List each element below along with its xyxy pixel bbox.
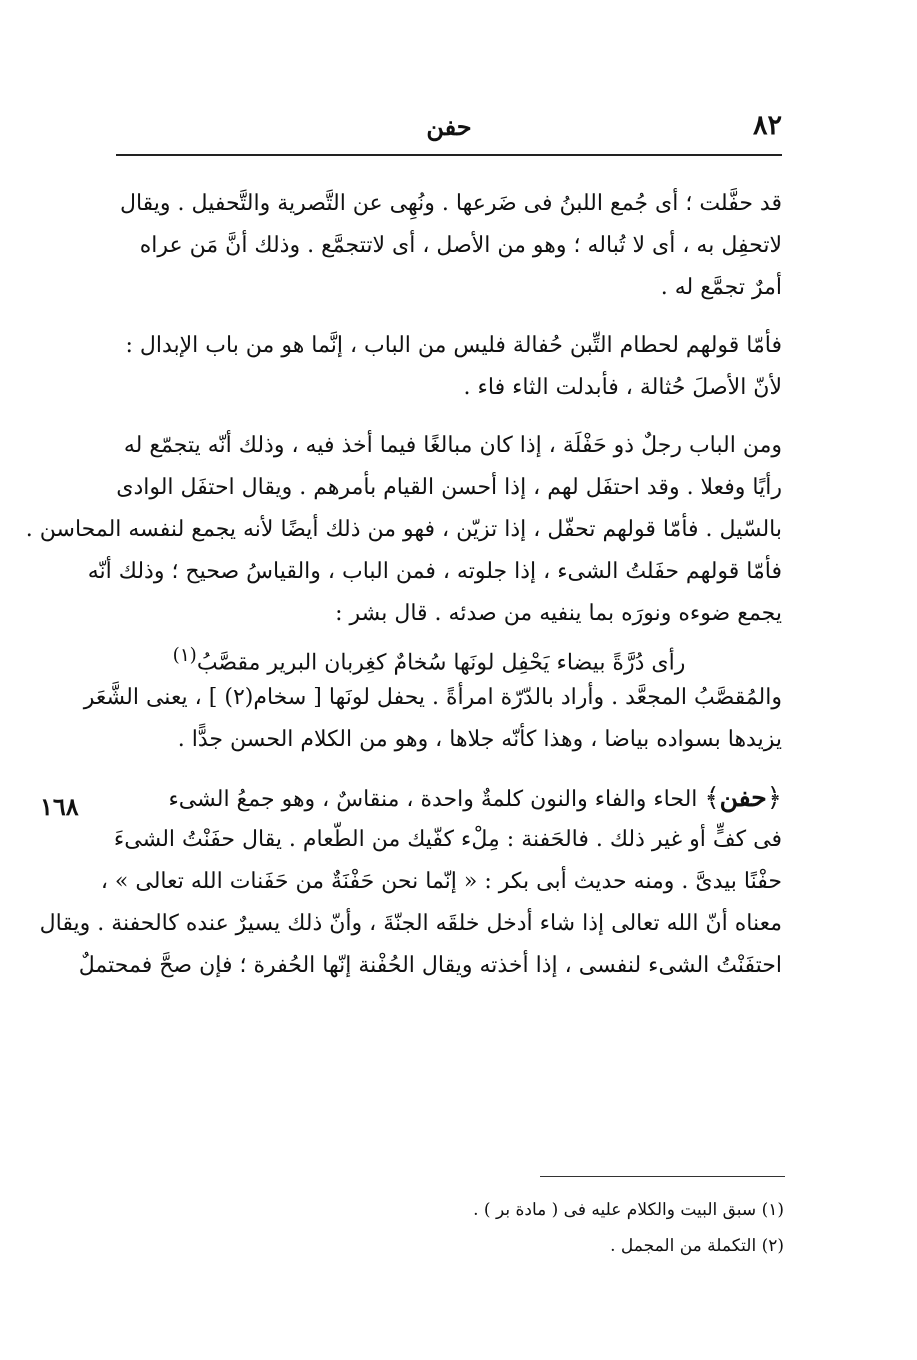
text-line: ومن الباب رجلٌ ذو حَفْلَة ، إذا كان مبالغًا فيما أخذ فيه ، وذلك أنّه يتجمّع له (123, 433, 782, 458)
poetry-verse (116, 635, 782, 677)
text-line: فى كفٍّ أو غير ذلك . فالحَفنة : مِلْء كفّيك من الطّعام . يقال حفَنْتُ الشىءَ (113, 827, 782, 852)
margin-reference-number: ١٦٨ (40, 792, 79, 821)
text-line: فأمّا قولهم حفَلتُ الشىء ، إذا جلوته ، فمن الباب ، والقياسُ صحيح ؛ وذلك أنّه (87, 559, 782, 584)
text-line: والمُقصَّبُ المجعَّد . وأراد بالدّرّة امرأةً . يحفل لونَها [ سخام(٢) ] ، يعنى الشَّعَر (83, 685, 782, 710)
text-line: احتفَنْتُ الشىء لنفسى ، إذا أخذته ويقال الحُفْنة إنّها الحُفرة ؛ فإن صحَّ فمحتملٌ (78, 953, 782, 978)
page-number: ٨٢ (752, 110, 782, 141)
entry-text: الحاء والفاء والنون كلمةٌ واحدة ، منقاسٌ ، وهو جمعُ الشىء (168, 787, 705, 812)
footnote-marker: (١) (172, 645, 197, 666)
text-line: فأمّا قولهم لحطام التِّبن حُفالة فليس من الباب ، إنَّما هو من باب الإبدال : (125, 333, 782, 358)
text-line: أمرٌ تجمَّع له . (660, 275, 782, 300)
footnotes (284, 1192, 784, 1264)
ornate-bracket-close: ﴾ (704, 783, 720, 813)
page-header (116, 104, 782, 156)
verse-text: رأى دُرَّةً بيضاء يَحْفِل لونَها سُخامٌ كغِربان البرير مقصَّبُ (196, 650, 686, 676)
text-line: حفْنًا بيدىَّ . ومنه حديث أبى بكر : « إنّما نحن حَفْنَةٌ من حَفَنات الله تعالى » ، (100, 869, 782, 894)
footnote: (١) سبق البيت والكلام عليه فى ( مادة بر ) . (473, 1200, 784, 1220)
text-line: معناه أنّ الله تعالى إذا شاء أدخل خلقَه الجنّةَ ، وأنّ ذلك يسيرٌ عنده كالحفنة . ويقال (39, 911, 782, 936)
entry-heading-line (116, 777, 782, 819)
ornate-bracket-open: ﴿ (766, 783, 782, 813)
text-line: رأيًا وفعلا . وقد احتفَل لهم ، إذا أحسن القيام بأمرهم . ويقال احتفَل الوادى (116, 475, 782, 500)
running-title: حفن (426, 112, 472, 141)
text-line: لاتحفِل به ، أى لا تُباله ؛ وهو من الأصل ، أى لاتتجمَّع . وذلك أنَّ مَن عراه (139, 233, 782, 258)
footnote-divider (540, 1176, 785, 1177)
text-line: بالسّيل . فأمّا قولهم تحفّل ، إذا تزيّن ، فهو من ذلك أيضًا لأنه يجمع لنفسه المحاسن . (25, 517, 782, 542)
entry-headword: حفن (719, 783, 767, 812)
text-line: يجمع ضوءه ونورَه بما ينفيه من صدئه . قال بشر : (335, 601, 782, 626)
text-line: لأنّ الأصلَ حُثالة ، فأبدلت الثاء فاء . (463, 375, 782, 400)
text-line: قد حفَّلت ؛ أى جُمع اللبنُ فى ضَرعها . ونُهِى عن التَّصرية والتَّحفيل . ويقال (119, 191, 782, 216)
footnote: (٢) التكملة من المجمل . (610, 1236, 784, 1256)
text-line: يزيدها بسواده بياضا ، وهذا كأنّه جلاها ، وهو من الكلام الحسن جدًّا . (177, 727, 782, 752)
